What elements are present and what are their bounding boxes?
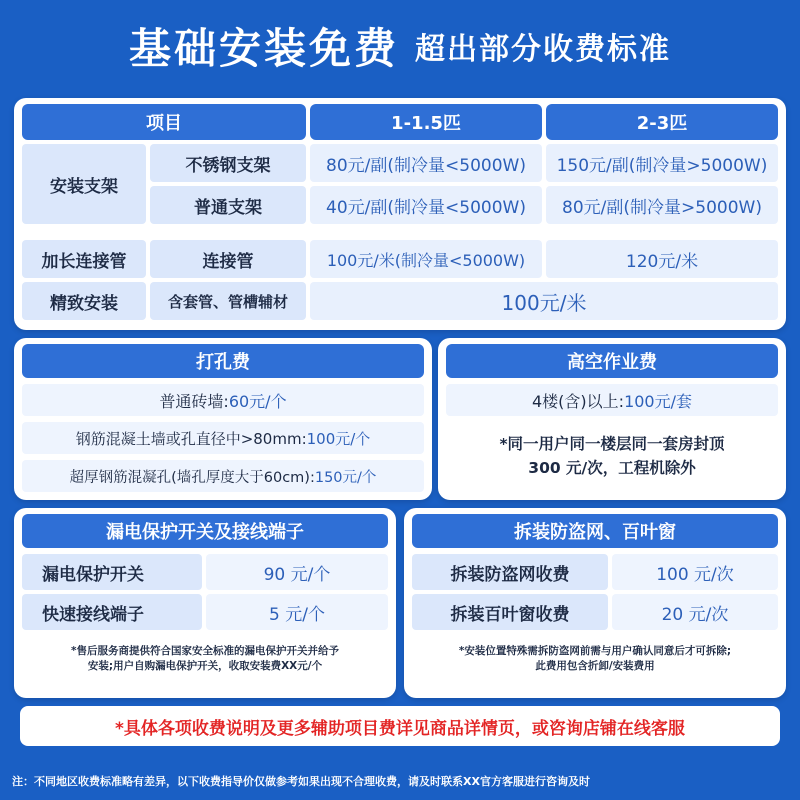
removal-card [404,508,786,698]
table-head-large: 2-3匹 [546,104,778,140]
terminal-price: 5 元/个 [206,594,388,630]
high-floor-price: 100元/套 [624,391,692,411]
pipe-label: 加长连接管 [22,240,146,278]
leakage-note [24,644,386,674]
anti-theft-label: 拆装防盗网收费 [412,554,608,590]
high-altitude-card [438,338,786,500]
table-head-item: 项目 [22,104,306,140]
removal-note-line1: *安装位置特殊需拆防盗网前需与用户确认同意后才可拆除; [458,645,732,657]
drilling-fee-title: 打孔费 [22,344,424,378]
stainless-bracket-label: 不锈钢支架 [150,144,306,182]
brick-wall-label: 普通砖墙: [159,391,229,411]
normal-bracket-large-price: 80元/副(制冷量>5000W) [546,186,778,224]
footer-disclaimer: 注：不同地区收费标准略有差异，以下收费指导价仅做参考如果出现不合理收费，请及时联系XX官方客服进行咨询及时 [12,775,590,788]
concrete-wall-row [22,422,424,454]
concrete-wall-price: 100元/个 [306,429,371,448]
thick-concrete-label: 超厚钢筋混凝孔(墙孔厚度大于60cm): [69,469,315,486]
pipe-large-price: 120元/米 [546,240,778,278]
shutter-label: 拆装百叶窗收费 [412,594,608,630]
leakage-title: 漏电保护开关及接线端子 [22,514,388,548]
removal-note-line2: 此费用包含折卸/安装费用 [535,660,655,672]
header-subtitle: 超出部分收费标准 [415,32,671,67]
leakage-switch-price: 90 元/个 [206,554,388,590]
pipe-sub-label: 连接管 [150,240,306,278]
removal-title: 拆装防盗网、百叶窗 [412,514,778,548]
brick-wall-row [22,384,424,416]
high-altitude-title: 高空作业费 [446,344,778,378]
high-note-line2: 300 元/次，工程机除外 [528,459,696,477]
thick-concrete-price: 150元/个 [314,469,377,486]
leakage-note-line2: 安装;用户自购漏电保护开关，收取安装费XX元/个 [87,660,323,672]
leakage-switch-label: 漏电保护开关 [22,554,202,590]
fine-install-price: 100元/米 [310,282,778,320]
thick-concrete-row [22,460,424,492]
pipe-small-price: 100元/米(制冷量<5000W) [310,240,542,278]
brick-wall-price: 60元/个 [228,391,287,411]
price-table-card [14,98,786,330]
shutter-price: 20 元/次 [612,594,778,630]
bracket-label: 安装支架 [22,144,146,224]
terminal-label: 快速接线端子 [22,594,202,630]
removal-note [414,644,776,674]
normal-bracket-small-price: 40元/副(制冷量<5000W) [310,186,542,224]
anti-theft-price: 100 元/次 [612,554,778,590]
normal-bracket-label: 普通支架 [150,186,306,224]
fine-install-sub-label: 含套管、管槽辅材 [150,282,306,320]
page-header [0,0,800,92]
high-note-line1: *同一用户同一楼层同一套房封顶 [499,435,725,453]
stainless-bracket-large-price: 150元/副(制冷量>5000W) [546,144,778,182]
stainless-bracket-small-price: 80元/副(制冷量<5000W) [310,144,542,182]
high-floor-label: 4楼(含)以上: [532,391,625,411]
concrete-wall-label: 钢筋混凝土墙或孔直径中>80mm: [75,429,307,448]
leakage-card [14,508,396,698]
fine-install-label: 精致安装 [22,282,146,320]
bottom-note: *具体各项收费说明及更多辅助项目费详见商品详情页，或咨询店铺在线客服 [20,706,780,746]
high-floor-row [446,384,778,416]
drilling-fee-card [14,338,432,500]
table-head-small: 1-1.5匹 [310,104,542,140]
leakage-note-line1: *售后服务商提供符合国家安全标准的漏电保护开关并给予 [71,645,339,657]
header-title: 基础安装免费 [128,24,399,73]
high-altitude-note [446,424,778,488]
